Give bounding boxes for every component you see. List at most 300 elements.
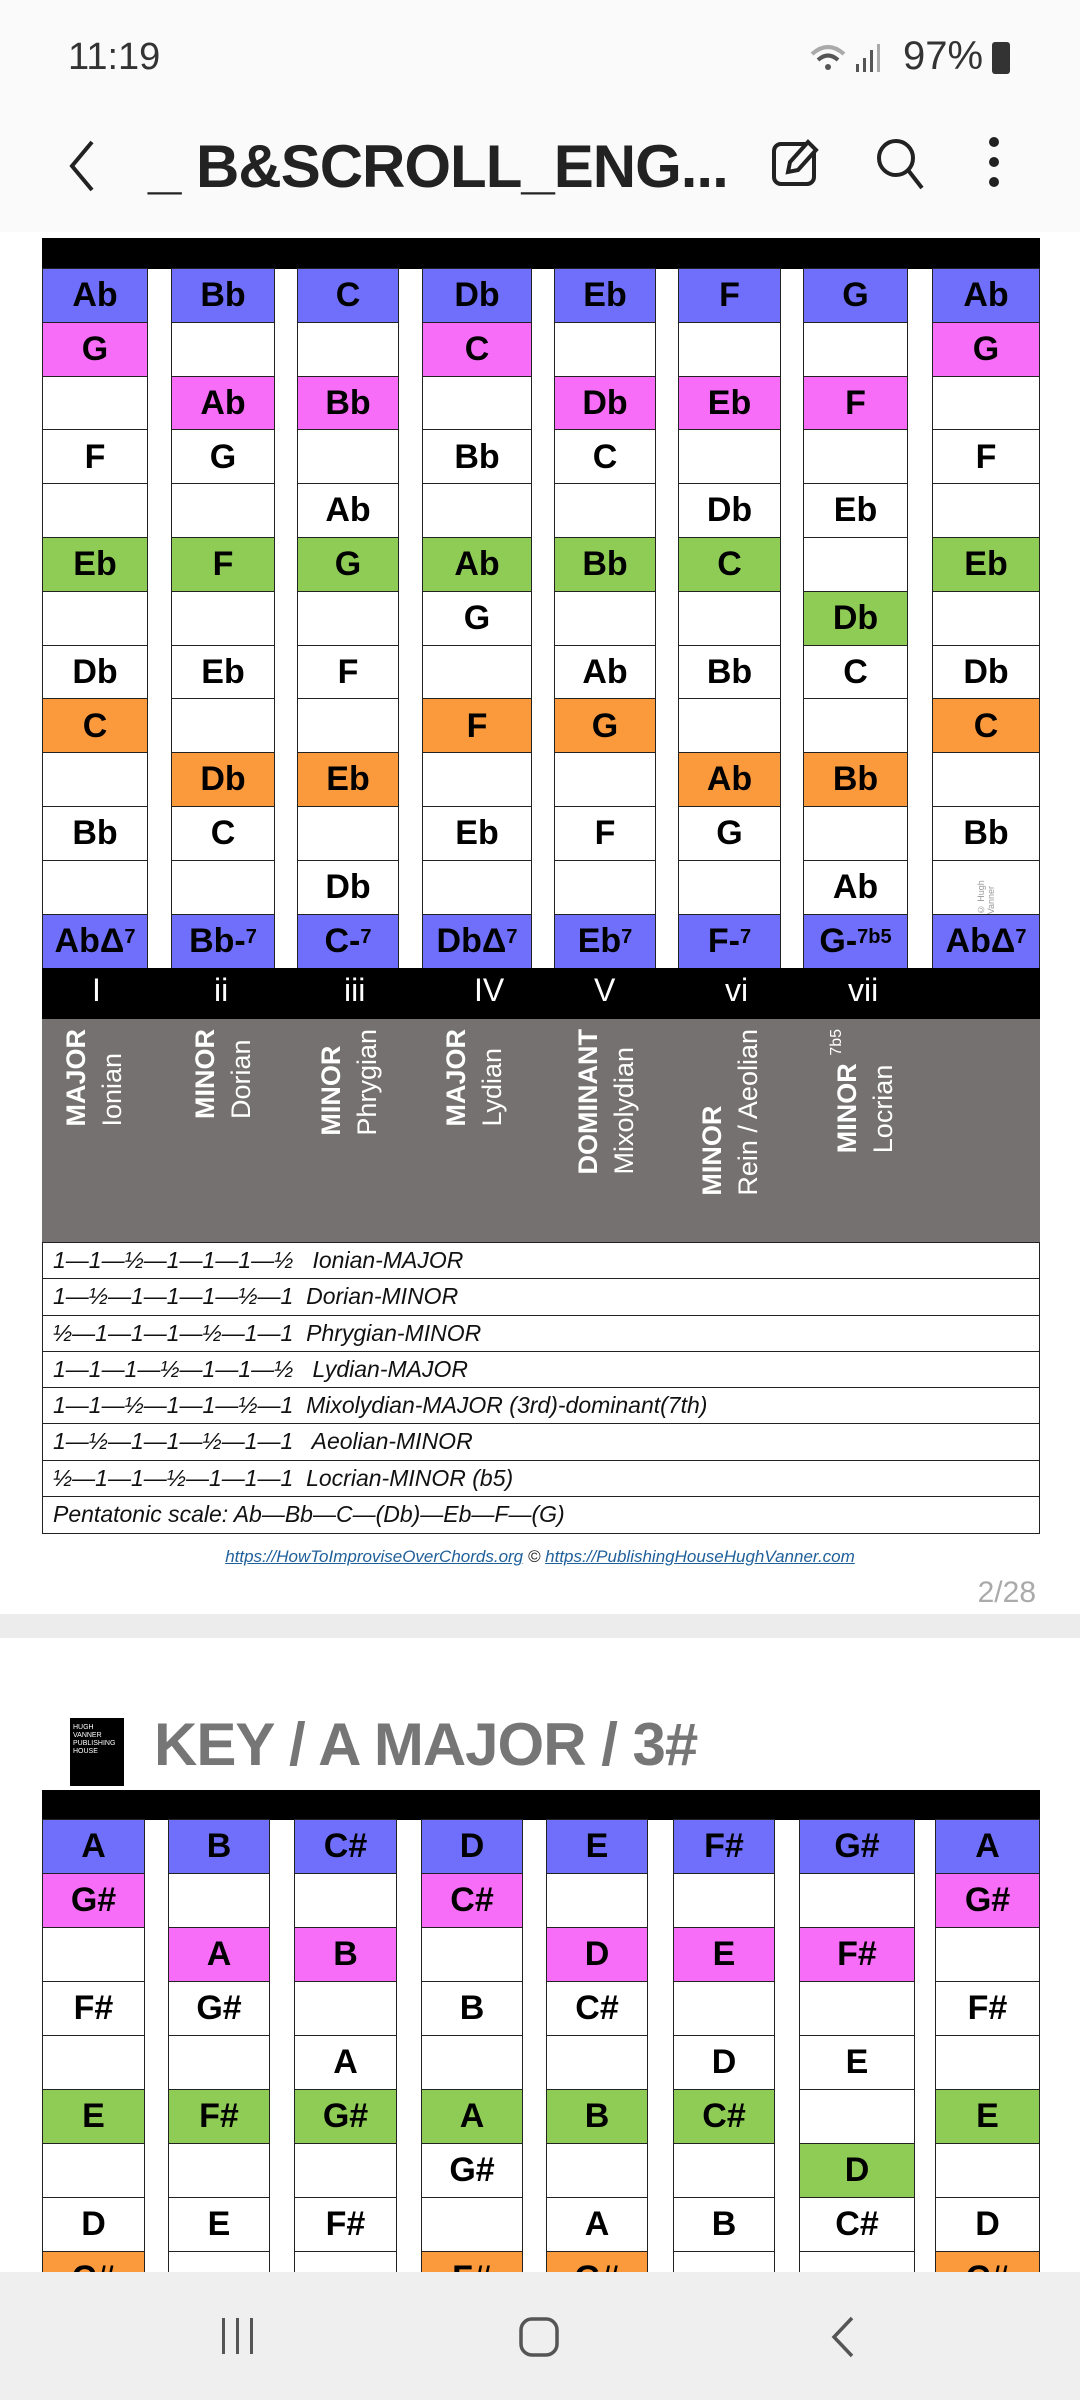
note-cell [422, 429, 532, 484]
note-label: G [463, 598, 491, 637]
status-bar [0, 0, 1080, 110]
note-label: D [844, 2151, 870, 2190]
empty-cell [42, 860, 148, 915]
note-cell [673, 1927, 775, 1983]
note-cell [421, 1981, 523, 2037]
note-label: C# [702, 2097, 746, 2136]
note-label: E [207, 2205, 231, 2244]
note-cell [297, 752, 399, 807]
note-label: F# [199, 2097, 239, 2136]
note-cell [42, 322, 148, 377]
note-cell [935, 2089, 1040, 2145]
roman-numeral: IV [474, 972, 505, 1008]
note-cell [297, 860, 399, 915]
note-label: Eb [833, 491, 878, 530]
note-label: F [466, 706, 488, 745]
note-cell [932, 698, 1040, 753]
note-label: E [585, 1827, 609, 1866]
empty-cell [297, 591, 399, 646]
note-cell [678, 483, 781, 538]
note-cell [171, 645, 275, 700]
note-cell [294, 1927, 397, 1983]
note-cell [935, 1873, 1040, 1929]
note-label: Bb [454, 437, 500, 476]
note-label: F# [704, 1827, 744, 1866]
scale-row: Pentatonic scale: Ab—Bb—C—(Db)—Eb—F—(G) [53, 1501, 565, 1528]
roman-numeral: vi [725, 972, 749, 1008]
mode-quality: MINOR [832, 1063, 862, 1154]
pdf-viewer[interactable] [0, 232, 1080, 2272]
empty-cell [42, 752, 148, 807]
note-cell [546, 1981, 648, 2037]
scale-row: ½—1—1—½—1—1—1 Locrian-MINOR (b5) [43, 1461, 1039, 1497]
chord-cell [297, 914, 399, 969]
mode-quality: MAJOR [441, 1029, 471, 1127]
note-cell [803, 860, 908, 915]
more-options-icon[interactable] [982, 134, 1006, 194]
mode-name: Dorian [226, 1039, 256, 1119]
note-label: F [84, 437, 106, 476]
note-cell [932, 322, 1040, 377]
note-cell [168, 1819, 270, 1875]
note-label: D [711, 2043, 737, 2082]
empty-cell [554, 591, 656, 646]
note-cell [297, 376, 399, 431]
note-cell [546, 1927, 648, 1983]
mode-label [187, 1029, 259, 1119]
mode-name: Ionian [97, 1052, 127, 1127]
empty-cell [42, 591, 148, 646]
note-label: Db [454, 276, 500, 315]
empty-cell [932, 860, 1040, 915]
chord-cell [678, 914, 781, 969]
empty-cell [554, 483, 656, 538]
note-label: F [975, 437, 997, 476]
note-label: G [716, 814, 743, 853]
note-label: F# [73, 1989, 114, 2028]
mode-name: Locrian [868, 1064, 898, 1154]
note-label: F# [325, 2205, 366, 2244]
empty-cell [42, 1927, 145, 1983]
link-publishinghouse[interactable]: https://PublishingHouseHughVanner.com [545, 1547, 855, 1566]
note-cell [803, 645, 908, 700]
recent-apps-icon[interactable] [218, 2316, 258, 2356]
note-cell [421, 1819, 523, 1875]
chord-name: C- [324, 921, 361, 960]
empty-cell [42, 483, 148, 538]
scale-row: 1—1—1—½—1—1—½ Lydian-MAJOR [43, 1352, 1039, 1388]
link-howtoimprovise[interactable]: https://HowToImproviseOverChords.org [225, 1547, 524, 1566]
chord-extension: 7 [245, 925, 257, 948]
empty-cell [803, 806, 908, 861]
chord-extension: 7 [360, 925, 372, 948]
note-label: Ab [832, 867, 879, 906]
chord-cell [422, 914, 532, 969]
battery-icon [992, 42, 1010, 74]
note-label: Ab [454, 545, 500, 584]
note-cell [554, 429, 656, 484]
note-label: G [972, 329, 1000, 368]
mode-label [570, 1029, 642, 1174]
empty-cell [554, 322, 656, 377]
note-cell [171, 376, 275, 431]
note-cell [42, 2089, 145, 2145]
note-label: G# [196, 1989, 242, 2028]
note-cell [678, 376, 781, 431]
note-label: Ab [72, 276, 118, 315]
note-label: D [459, 1827, 485, 1866]
note-label: E [712, 1935, 736, 1974]
note-cell [803, 591, 908, 646]
note-label: D [975, 2205, 1000, 2244]
empty-cell [546, 2035, 648, 2091]
empty-cell [678, 429, 781, 484]
wifi-signal-icon [808, 40, 880, 76]
empty-cell [935, 1927, 1040, 1983]
note-label: F [719, 276, 740, 315]
roman-numeral: iii [344, 972, 366, 1008]
scale-row: 1—½—1—1—½—1—1 Aeolian-MINOR [43, 1424, 1039, 1460]
mode-name: Mixolydian [609, 1046, 639, 1175]
note-label: A [333, 2043, 358, 2082]
note-cell [803, 483, 908, 538]
note-label: Db [72, 652, 118, 691]
note-cell [421, 1873, 523, 1929]
empty-cell [297, 322, 399, 377]
document-title: _ B&SCROLL_ENG... [148, 133, 728, 200]
note-cell [42, 268, 148, 323]
note-label: G# [964, 1881, 1011, 1920]
empty-cell [422, 752, 532, 807]
note-cell [935, 2197, 1040, 2253]
back-nav-icon[interactable] [828, 2314, 858, 2360]
empty-cell [799, 1873, 915, 1929]
note-label: Bb [582, 545, 628, 584]
empty-cell [935, 2143, 1040, 2199]
mode-label [819, 1029, 901, 1153]
note-label: C [210, 814, 236, 853]
note-cell [294, 2035, 397, 2091]
note-cell [42, 429, 148, 484]
note-cell [554, 698, 656, 753]
chord-name: Bb- [189, 921, 246, 960]
mode-extension: 7b5 [828, 1029, 845, 1056]
chord-extension: 7 [506, 925, 518, 948]
note-cell [421, 2089, 523, 2145]
mode-label [694, 1029, 766, 1196]
note-cell [42, 2197, 145, 2253]
empty-cell [799, 2089, 915, 2145]
note-cell [673, 2089, 775, 2145]
note-cell [422, 806, 532, 861]
note-cell [171, 752, 275, 807]
note-label: Ab [325, 491, 371, 530]
chord-cell [171, 914, 275, 969]
empty-cell [294, 2143, 397, 2199]
empty-cell [673, 1873, 775, 1929]
empty-cell [42, 2143, 145, 2199]
chord-name: DbΔ [436, 921, 507, 960]
note-label: C [717, 545, 742, 584]
note-cell [297, 645, 399, 700]
mode-quality: MINOR [190, 1029, 220, 1119]
note-label: Eb [964, 545, 1008, 584]
note-cell [294, 2089, 397, 2145]
mode-quality: DOMINANT [573, 1029, 603, 1175]
note-cell [297, 483, 399, 538]
note-label: E [976, 2097, 999, 2136]
empty-cell [297, 429, 399, 484]
empty-cell [932, 752, 1040, 807]
empty-cell [171, 591, 275, 646]
note-cell [171, 806, 275, 861]
note-label: Bb [72, 814, 118, 853]
empty-cell [171, 860, 275, 915]
chord-cell [803, 914, 908, 969]
note-label: Db [582, 383, 628, 422]
empty-cell [935, 2035, 1040, 2091]
empty-cell [932, 376, 1040, 431]
note-label: Bb [200, 276, 246, 315]
note-cell [554, 645, 656, 700]
note-cell [932, 806, 1040, 861]
mode-quality: MINOR [316, 1045, 346, 1136]
note-cell [673, 2197, 775, 2253]
empty-cell [673, 1981, 775, 2037]
note-label: A [81, 1827, 106, 1866]
roman-numeral: V [594, 972, 616, 1008]
empty-cell [168, 1873, 270, 1929]
note-label: F [845, 383, 866, 422]
note-cell [932, 645, 1040, 700]
note-label: Bb [832, 760, 879, 799]
clock: 11:19 [68, 36, 161, 78]
note-label: E [845, 2043, 869, 2082]
footer-links [0, 1547, 1080, 1567]
note-cell [42, 537, 148, 592]
note-cell [554, 537, 656, 592]
watermark: © Hugh Vanner [976, 880, 996, 915]
note-cell [935, 1981, 1040, 2037]
note-label: Db [200, 760, 246, 799]
home-icon[interactable] [518, 2316, 560, 2358]
page-indicator: 2/28 [977, 1576, 1036, 1609]
empty-cell [171, 483, 275, 538]
note-cell [799, 2197, 915, 2253]
note-label: C [973, 706, 999, 745]
note-label: Bb [325, 383, 371, 422]
note-cell [799, 1819, 915, 1875]
note-cell [168, 2197, 270, 2253]
note-cell [932, 268, 1040, 323]
note-label: F [594, 814, 616, 853]
note-label: Db [832, 598, 879, 637]
note-label: Ab [706, 760, 753, 799]
empty-cell [421, 2197, 523, 2253]
empty-cell [673, 2143, 775, 2199]
roman-numeral: vii [848, 972, 879, 1008]
chord-cell [932, 914, 1040, 969]
note-cell [678, 806, 781, 861]
header-bar [42, 238, 1040, 269]
empty-cell [678, 591, 781, 646]
note-cell [678, 752, 781, 807]
note-label: Ab [582, 652, 628, 691]
header-bar [42, 1790, 1040, 1820]
note-label: Bb [963, 814, 1009, 853]
chord-extension: 7 [124, 925, 136, 948]
note-cell [546, 1819, 648, 1875]
roman-numeral: I [92, 972, 101, 1008]
empty-cell [297, 698, 399, 753]
chord-name: AbΔ [945, 921, 1016, 960]
note-cell [168, 1981, 270, 2037]
note-cell [422, 537, 532, 592]
empty-cell [422, 645, 532, 700]
note-label: G [81, 329, 109, 368]
note-cell [803, 376, 908, 431]
empty-cell [294, 1873, 397, 1929]
chord-name: AbΔ [54, 921, 125, 960]
note-cell [171, 268, 275, 323]
note-label: B [584, 2097, 610, 2136]
copyright-symbol: © [527, 1547, 541, 1566]
note-cell [803, 268, 908, 323]
edit-icon[interactable] [770, 136, 822, 188]
note-label: F [337, 652, 359, 691]
note-label: E [82, 2097, 105, 2136]
note-cell [554, 806, 656, 861]
note-cell [803, 752, 908, 807]
empty-cell [554, 752, 656, 807]
scales-table [42, 1242, 1040, 1534]
note-label: G [591, 706, 619, 745]
note-cell [42, 1981, 145, 2037]
empty-cell [168, 2035, 270, 2091]
scale-row: 1—1—½—1—1—1—½ Ionian-MAJOR [43, 1243, 1039, 1279]
mode-name: Phrygian [352, 1029, 382, 1136]
note-label: C# [450, 1881, 494, 1920]
note-label: F [212, 545, 234, 584]
note-label: C [592, 437, 618, 476]
scale-row: 1—1—½—1—1—½—1 Mixolydian-MAJOR (3rd)-dominant(7th) [43, 1388, 1039, 1424]
note-cell [673, 2035, 775, 2091]
publisher-logo: HUGH VANNER PUBLISHING HOUSE [70, 1718, 124, 1786]
note-label: C# [575, 1989, 619, 2028]
note-label: C [335, 276, 361, 315]
note-label: C [82, 706, 108, 745]
note-cell [42, 698, 148, 753]
page-separator [0, 1614, 1080, 1638]
empty-cell [168, 2143, 270, 2199]
note-label: Eb [326, 760, 370, 799]
mode-quality: MAJOR [61, 1029, 91, 1127]
mode-name: Lydian [477, 1047, 507, 1127]
note-label: G# [449, 2151, 495, 2190]
empty-cell [422, 860, 532, 915]
numerals-row [42, 968, 1040, 1020]
empty-cell [803, 537, 908, 592]
note-cell [171, 537, 275, 592]
chord-extension: 7 [1015, 925, 1027, 948]
note-label: G [209, 437, 237, 476]
empty-cell [294, 1981, 397, 2037]
note-cell [678, 645, 781, 700]
note-label: Eb [583, 276, 627, 315]
empty-cell [422, 376, 532, 431]
note-label: C [464, 329, 490, 368]
note-cell [421, 2143, 523, 2199]
note-cell [297, 268, 399, 323]
note-cell [42, 645, 148, 700]
chord-extension: 7b5 [857, 925, 892, 948]
note-label: A [206, 1935, 232, 1974]
empty-cell [803, 322, 908, 377]
empty-cell [678, 322, 781, 377]
note-cell [42, 1819, 145, 1875]
note-label: Db [963, 652, 1009, 691]
note-label: G# [834, 1827, 880, 1866]
empty-cell [678, 698, 781, 753]
note-cell [294, 1819, 397, 1875]
empty-cell [421, 1927, 523, 1983]
note-label: B [333, 1935, 358, 1974]
note-cell [799, 2143, 915, 2199]
empty-cell [422, 483, 532, 538]
note-label: G# [322, 2097, 369, 2136]
note-label: Bb [706, 652, 753, 691]
note-label: Eb [455, 814, 499, 853]
note-label: G [842, 276, 869, 315]
note-label: Eb [707, 383, 752, 422]
note-label: C [843, 652, 868, 691]
note-cell [297, 537, 399, 592]
note-label: Db [325, 867, 371, 906]
note-label: Db [706, 491, 753, 530]
note-cell [294, 2197, 397, 2253]
empty-cell [546, 2143, 648, 2199]
back-icon[interactable] [62, 136, 102, 196]
note-cell [42, 1873, 145, 1929]
roman-numeral: ii [214, 972, 229, 1008]
note-cell [42, 806, 148, 861]
note-cell [422, 322, 532, 377]
navigation-bar [0, 2272, 1080, 2400]
mode-label [313, 1029, 385, 1136]
empty-cell [421, 2035, 523, 2091]
scale-row: 1—½—1—1—1—½—1 Dorian-MINOR [43, 1279, 1039, 1315]
empty-cell [678, 860, 781, 915]
note-cell [168, 1927, 270, 1983]
note-label: A [975, 1827, 1000, 1866]
note-cell [546, 2089, 648, 2145]
search-icon[interactable] [874, 136, 926, 192]
note-label: Eb [73, 545, 117, 584]
chord-extension: 7 [621, 925, 633, 948]
note-cell [935, 1819, 1040, 1875]
note-label: C# [835, 2205, 879, 2244]
empty-cell [42, 2035, 145, 2091]
chord-extension: 7 [739, 925, 752, 948]
note-cell [168, 2089, 270, 2145]
note-cell [422, 591, 532, 646]
note-label: B [459, 1989, 485, 2028]
key-title: KEY / A MAJOR / 3# [154, 1711, 698, 1778]
empty-cell [799, 1981, 915, 2037]
note-label: Ab [200, 383, 246, 422]
empty-cell [42, 376, 148, 431]
note-cell [554, 376, 656, 431]
